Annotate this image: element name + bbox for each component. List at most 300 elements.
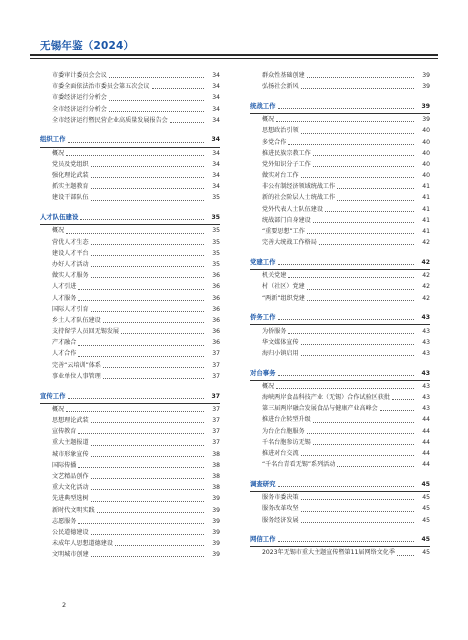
entry-title: 重大主题报道 [52, 439, 89, 447]
entry-page-number: 37 [212, 361, 220, 369]
entry-title: 第三届两岸融合发展食品与健康产业高峰会 [262, 405, 378, 413]
entry-title: “重要思想”工作 [262, 228, 305, 236]
entry-title: 宣传教育 [52, 428, 77, 436]
toc-entry[interactable] [250, 137, 430, 148]
entry-title: “千名台青看无锡”系列活动 [262, 461, 336, 469]
entry-title: 人才服务 [52, 294, 77, 302]
entry-page-number: 39 [422, 116, 430, 124]
toc-entry[interactable] [40, 259, 220, 270]
toc-entry[interactable] [40, 404, 220, 415]
entry-page-number: 39 [212, 495, 220, 503]
entry-page-number: 41 [422, 228, 430, 236]
toc-entry[interactable] [250, 459, 430, 470]
toc-entry[interactable] [250, 114, 430, 125]
dot-leader [276, 385, 414, 389]
toc-entry[interactable] [40, 92, 220, 103]
dot-leader [288, 330, 414, 334]
section-gap [250, 248, 430, 257]
toc-section-heading[interactable] [250, 312, 430, 323]
toc-entry[interactable] [40, 281, 220, 292]
toc-entry[interactable] [40, 270, 220, 281]
toc-entry[interactable] [250, 281, 430, 292]
entry-page-number: 42 [421, 258, 430, 266]
entry-title: 党外代表人士队伍建设 [262, 205, 323, 213]
entry-title: 产才融合 [52, 339, 77, 347]
toc-entry[interactable] [250, 148, 430, 159]
dot-leader [91, 453, 204, 457]
toc-section-heading[interactable] [40, 212, 220, 223]
section-gap [40, 204, 220, 213]
entry-title: 党员及党组织 [52, 160, 89, 168]
dot-leader [337, 197, 414, 201]
dot-leader [97, 509, 204, 513]
toc-entry[interactable] [250, 503, 430, 514]
toc-entry[interactable] [40, 337, 220, 348]
toc-entry[interactable] [250, 403, 430, 414]
dot-leader [91, 263, 204, 267]
toc-entry[interactable] [250, 70, 430, 81]
section-title: 对台事务 [250, 368, 276, 377]
dot-leader [313, 219, 414, 223]
entry-title: “两新”组织党建 [262, 294, 305, 302]
entry-page-number: 39 [212, 551, 220, 559]
entry-page-number: 34 [212, 172, 220, 180]
dot-leader [170, 119, 204, 123]
entry-page-number: 43 [422, 405, 430, 413]
dot-leader [109, 97, 204, 101]
entry-page-number: 43 [422, 382, 430, 390]
entry-title: 办好人才活动 [52, 260, 89, 268]
entry-title: 弘扬社会新风 [262, 83, 299, 91]
dot-leader [68, 139, 204, 143]
entry-title: 概况 [262, 116, 275, 124]
entry-title: 做实人才服务 [52, 272, 89, 280]
page-number: 2 [62, 601, 67, 609]
toc-entry[interactable] [250, 414, 430, 425]
dot-leader [115, 542, 204, 546]
dot-leader [66, 408, 204, 412]
entry-page-number: 35 [211, 214, 220, 222]
entry-page-number: 36 [212, 294, 220, 302]
dot-leader [109, 108, 204, 112]
toc-section-heading[interactable] [40, 391, 220, 402]
section-gap [250, 304, 430, 313]
dot-leader [78, 286, 204, 290]
section-gap [40, 126, 220, 135]
entry-title: 事业单位人事管理 [52, 372, 101, 380]
entry-page-number: 34 [212, 83, 220, 91]
dot-leader [91, 475, 204, 479]
entry-title: 支持留学人员回无锡发展 [52, 328, 120, 336]
entry-title: 村（社区）党建 [262, 283, 305, 291]
entry-page-number: 39 [212, 528, 220, 536]
dot-leader [301, 352, 414, 356]
toc-entry[interactable] [40, 538, 220, 549]
entry-title: 完善“云培训”体系 [52, 361, 101, 369]
toc-entry[interactable] [250, 237, 430, 248]
dot-leader [319, 241, 414, 245]
toc-entry[interactable] [40, 349, 220, 360]
section-title: 侨务工作 [250, 313, 276, 322]
section-title: 调查研究 [250, 479, 276, 488]
dot-leader [301, 519, 414, 523]
toc-entry[interactable] [40, 426, 220, 437]
toc-entry[interactable] [40, 505, 220, 516]
toc-entry[interactable] [40, 460, 220, 471]
toc-entry[interactable] [40, 304, 220, 315]
toc-entry[interactable] [40, 115, 220, 126]
entry-title: 强化理论武装 [52, 172, 89, 180]
toc-entry[interactable] [250, 181, 430, 192]
entry-page-number: 44 [422, 427, 430, 435]
dot-leader [91, 274, 204, 278]
dot-leader [78, 520, 204, 524]
entry-page-number: 36 [212, 328, 220, 336]
dot-leader [307, 297, 414, 301]
toc-entry[interactable] [40, 326, 220, 337]
toc-entry[interactable] [40, 70, 220, 81]
entry-title: 2023年无锡市重大主题宣传暨第11届网络文化季 [262, 549, 395, 557]
dot-leader [109, 74, 204, 78]
toc-entry[interactable] [250, 381, 430, 392]
dot-leader [91, 197, 204, 201]
toc-entry[interactable] [40, 248, 220, 259]
dot-leader [278, 483, 414, 487]
toc-entry[interactable] [40, 449, 220, 460]
entry-page-number: 45 [421, 536, 430, 544]
toc-entry[interactable] [40, 148, 220, 159]
dot-leader [78, 353, 204, 357]
dot-leader [68, 395, 204, 399]
entry-title: 新的社会阶层人士统战工作 [262, 194, 336, 202]
dot-leader [91, 531, 204, 535]
entry-page-number: 39 [212, 540, 220, 548]
entry-title: 多党合作 [262, 138, 287, 146]
entry-page-number: 42 [422, 283, 430, 291]
entry-page-number: 43 [422, 327, 430, 335]
entry-title: 市委全面依法治市委员会第五次会议 [52, 83, 150, 91]
dot-leader [278, 372, 414, 376]
toc-entry[interactable] [40, 516, 220, 527]
entry-title: 思想理论武装 [52, 417, 89, 425]
dot-leader [91, 486, 204, 490]
entry-title: 服务经济发展 [262, 516, 299, 524]
toc-entry[interactable] [250, 337, 430, 348]
entry-page-number: 39 [422, 71, 430, 79]
toc-section-heading[interactable] [250, 101, 430, 112]
entry-page-number: 36 [212, 305, 220, 313]
entry-page-number: 41 [422, 216, 430, 224]
dot-leader [121, 330, 204, 334]
section-gap [40, 382, 220, 391]
toc-entry[interactable] [250, 492, 430, 503]
entry-page-number: 40 [422, 149, 430, 157]
dot-leader [91, 308, 204, 312]
toc-entry[interactable] [40, 527, 220, 538]
entry-page-number: 41 [422, 194, 430, 202]
dot-leader [307, 430, 414, 434]
entry-title: 文明城市创建 [52, 551, 89, 559]
entry-page-number: 45 [422, 494, 430, 502]
toc-entry[interactable] [250, 81, 430, 92]
entry-title: 推进台企转型升级 [262, 416, 311, 424]
toc-entry[interactable] [250, 326, 430, 337]
toc-entry[interactable] [250, 426, 430, 437]
entry-page-number: 34 [212, 94, 220, 102]
entry-title: 推进对台交流 [262, 449, 299, 457]
entry-page-number: 34 [212, 71, 220, 79]
entry-title: 城市形象宣传 [52, 450, 89, 458]
entry-title: 人才合作 [52, 350, 77, 358]
dot-leader [66, 230, 204, 234]
dot-leader [91, 174, 204, 178]
toc-entry[interactable] [40, 170, 220, 181]
entry-page-number: 44 [422, 438, 430, 446]
dot-leader [80, 216, 204, 220]
toc-entry[interactable] [250, 192, 430, 203]
entry-page-number: 42 [422, 239, 430, 247]
dot-leader [337, 185, 414, 189]
entry-page-number: 43 [421, 369, 430, 377]
toc-section-heading[interactable] [250, 257, 430, 268]
entry-title: 海峡两岸食品科技产业（无锡）合作试验区获批 [262, 394, 390, 402]
entry-page-number: 40 [422, 160, 430, 168]
entry-page-number: 37 [212, 439, 220, 447]
entry-title: 新时代文明实践 [52, 506, 95, 514]
dot-leader [278, 538, 414, 542]
toc-entry[interactable] [40, 81, 220, 92]
entry-page-number: 44 [422, 416, 430, 424]
entry-title: 为侨服务 [262, 327, 287, 335]
entry-page-number: 37 [212, 428, 220, 436]
toc-entry[interactable] [40, 104, 220, 115]
toc-entry[interactable] [40, 360, 220, 371]
dot-leader [66, 152, 204, 156]
entry-page-number: 45 [421, 480, 430, 488]
entry-page-number: 42 [422, 272, 430, 280]
entry-page-number: 38 [212, 484, 220, 492]
entry-page-number: 39 [212, 517, 220, 525]
toc-entry[interactable] [250, 204, 430, 215]
entry-title: 文艺精品创作 [52, 472, 89, 480]
entry-page-number: 34 [211, 136, 220, 144]
section-title: 统战工作 [250, 101, 276, 110]
dot-leader [78, 342, 204, 346]
entry-title: 建设干部队伍 [52, 194, 89, 202]
dot-leader [380, 407, 414, 411]
toc-section-heading[interactable] [250, 368, 430, 379]
section-gap [250, 359, 430, 368]
entry-title: 做实对台工作 [262, 172, 299, 180]
toc-entry[interactable] [250, 215, 430, 226]
toc-entry[interactable] [250, 270, 430, 281]
toc-entry[interactable] [40, 159, 220, 170]
entry-title: 海归小镇启用 [262, 349, 299, 357]
section-gap [250, 526, 430, 535]
toc-entry[interactable] [40, 237, 220, 248]
entry-page-number: 39 [421, 102, 430, 110]
toc-entry[interactable] [250, 226, 430, 237]
dot-leader [91, 419, 204, 423]
entry-page-number: 37 [211, 392, 220, 400]
section-gap [250, 470, 430, 479]
toc-entry[interactable] [250, 293, 430, 304]
section-title: 人才队伍建设 [40, 213, 79, 222]
entry-page-number: 42 [422, 294, 430, 302]
entry-title: 国际人才引育 [52, 305, 89, 313]
toc-entry[interactable] [40, 482, 220, 493]
entry-title: 群众性基础创建 [262, 71, 305, 79]
entry-page-number: 34 [212, 105, 220, 113]
entry-page-number: 44 [422, 461, 430, 469]
toc-entry[interactable] [40, 192, 220, 203]
entry-page-number: 38 [212, 461, 220, 469]
dot-leader [397, 552, 414, 556]
entry-page-number: 35 [212, 238, 220, 246]
toc-entry[interactable] [250, 548, 430, 559]
entry-page-number: 37 [212, 350, 220, 358]
dot-leader [301, 508, 414, 512]
entry-page-number: 41 [422, 205, 430, 213]
entry-title: 先进典型选树 [52, 495, 89, 503]
dot-leader [313, 152, 414, 156]
entry-title: 非公有制经济领域统战工作 [262, 183, 336, 191]
dot-leader [288, 274, 414, 278]
toc-entry[interactable] [40, 437, 220, 448]
toc-entry[interactable] [40, 471, 220, 482]
entry-page-number: 38 [212, 450, 220, 458]
toc-entry[interactable] [250, 448, 430, 459]
entry-title: 抓实主题教育 [52, 183, 89, 191]
dot-leader [278, 316, 414, 320]
toc-entry[interactable] [250, 159, 430, 170]
dot-leader [313, 163, 414, 167]
dot-leader [91, 553, 204, 557]
entry-title: 建设人才平台 [52, 249, 89, 257]
entry-page-number: 36 [212, 283, 220, 291]
toc-entry[interactable] [250, 392, 430, 403]
dot-leader [337, 463, 414, 467]
entry-page-number: 36 [212, 339, 220, 347]
entry-page-number: 43 [422, 394, 430, 402]
entry-page-number: 43 [422, 338, 430, 346]
dot-leader [91, 241, 204, 245]
toc-entry[interactable] [40, 549, 220, 560]
entry-page-number: 39 [422, 83, 430, 91]
entry-page-number: 37 [212, 372, 220, 380]
entry-page-number: 34 [212, 149, 220, 157]
toc-entry[interactable] [40, 181, 220, 192]
dot-leader [91, 163, 204, 167]
dot-leader [276, 118, 414, 122]
entry-page-number: 34 [212, 116, 220, 124]
entry-title: 完善大统战工作格局 [262, 239, 317, 247]
toc-entry[interactable] [250, 437, 430, 448]
toc-entry[interactable] [40, 315, 220, 326]
entry-page-number: 40 [422, 172, 430, 180]
entry-title: 思想政治引领 [262, 127, 299, 135]
entry-page-number: 45 [422, 549, 430, 557]
toc-right-column [250, 70, 430, 559]
entry-page-number: 45 [422, 505, 430, 513]
entry-title: 为台企台胞服务 [262, 427, 305, 435]
toc-section-heading[interactable] [250, 534, 430, 545]
entry-title: 重大文化活动 [52, 484, 89, 492]
toc-entry[interactable] [40, 371, 220, 382]
toc-section-heading[interactable] [40, 134, 220, 145]
dot-leader [313, 441, 414, 445]
dot-leader [78, 464, 204, 468]
toc-entry[interactable] [250, 515, 430, 526]
section-title: 组织工作 [40, 135, 66, 144]
entry-title: 乡土人才队伍建设 [52, 316, 101, 324]
toc-entry[interactable] [40, 415, 220, 426]
toc-entry[interactable] [250, 170, 430, 181]
entry-title: 概况 [52, 149, 65, 157]
entry-title: 志愿服务 [52, 517, 77, 525]
toc-left-column [40, 70, 220, 560]
dot-leader [325, 208, 414, 212]
entry-page-number: 43 [421, 314, 430, 322]
dot-leader [313, 419, 414, 423]
entry-title: 服务改革攻坚 [262, 505, 299, 513]
entry-title: 推进民族宗教工作 [262, 149, 311, 157]
entry-page-number: 39 [212, 506, 220, 514]
entry-page-number: 37 [212, 405, 220, 413]
entry-page-number: 40 [422, 138, 430, 146]
entry-title: 概况 [262, 382, 275, 390]
toc-entry[interactable] [250, 348, 430, 359]
toc-entry[interactable] [40, 293, 220, 304]
entry-page-number: 35 [212, 194, 220, 202]
dot-leader [307, 230, 414, 234]
section-gap [250, 92, 430, 101]
dot-leader [301, 496, 414, 500]
entry-title: 公民道德建设 [52, 528, 89, 536]
toc-entry[interactable] [40, 225, 220, 236]
entry-page-number: 38 [212, 472, 220, 480]
header-rule-thin [30, 58, 438, 59]
toc-entry[interactable] [250, 125, 430, 136]
entry-title: 全市经济运行暨民营企业高质量发展报告会 [52, 116, 168, 124]
section-title: 网信工作 [250, 535, 276, 544]
entry-title: 党外知识分子工作 [262, 160, 311, 168]
toc-entry[interactable] [40, 493, 220, 504]
entry-title: 全市经济运行分析会 [52, 105, 107, 113]
toc-section-heading[interactable] [250, 479, 430, 490]
dot-leader [78, 430, 204, 434]
entry-page-number: 34 [212, 160, 220, 168]
entry-page-number: 35 [212, 260, 220, 268]
dot-leader [103, 319, 204, 323]
entry-title: 人才引进 [52, 283, 77, 291]
entry-page-number: 43 [422, 349, 430, 357]
entry-page-number: 35 [212, 227, 220, 235]
dot-leader [307, 74, 414, 78]
dot-leader [392, 396, 414, 400]
entry-page-number: 45 [422, 516, 430, 524]
dot-leader [152, 85, 205, 89]
entry-title: 国际传播 [52, 461, 77, 469]
dot-leader [278, 105, 414, 109]
entry-page-number: 35 [212, 249, 220, 257]
running-header-title: 无锡年鉴（2024） [40, 40, 135, 52]
entry-title: 市委审计委员会会议 [52, 71, 107, 79]
dot-leader [103, 375, 204, 379]
entry-title: 统战部门自身建设 [262, 216, 311, 224]
entry-title: 服务市委决策 [262, 494, 299, 502]
header-rule-thick [30, 54, 438, 56]
